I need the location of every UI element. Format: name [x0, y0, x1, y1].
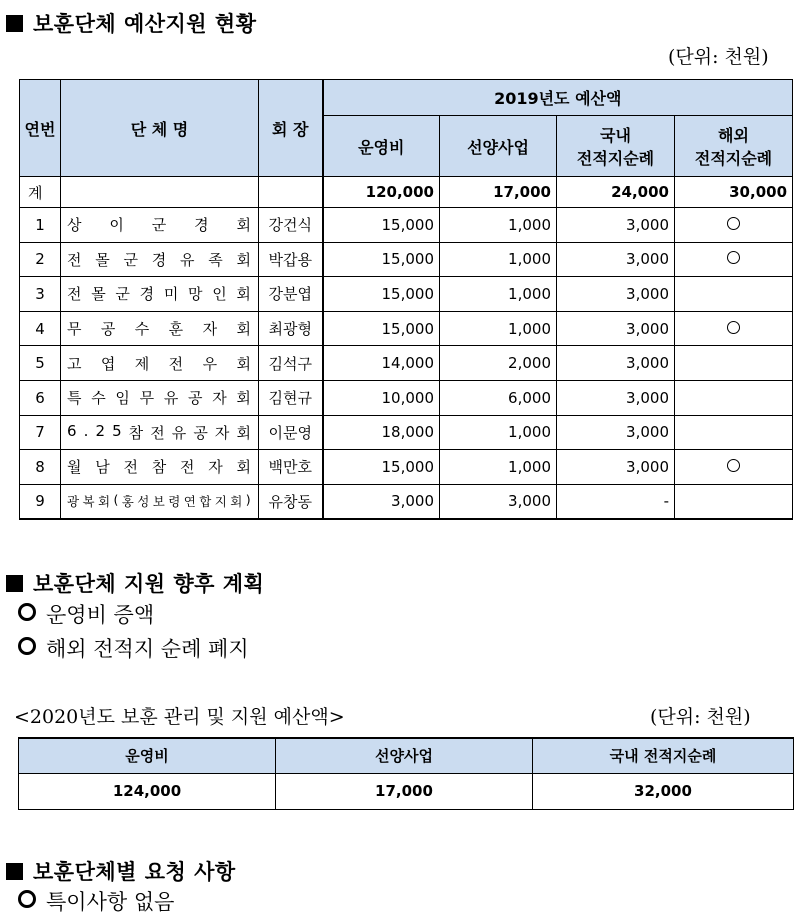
org-name-text: 특 수 임 무 유 공 자 회 [67, 389, 251, 408]
row-overseas [675, 346, 793, 381]
row-no: 4 [20, 311, 61, 346]
row-ops: 3,000 [323, 484, 440, 519]
section-title: 보훈단체 예산지원 현황 [33, 12, 257, 36]
section-budget-status-heading [6, 8, 256, 38]
org-name-text: 6 . 2 5 참 전 유 공 자 회 [67, 421, 251, 442]
overseas-mark-icon [727, 459, 740, 472]
row-no: 8 [20, 450, 61, 485]
table-row [20, 277, 793, 312]
row-promo: 3,000 [440, 484, 557, 519]
row-org-name [61, 450, 259, 485]
header-domestic-line1: 국내 [600, 126, 631, 145]
table-row [20, 415, 793, 450]
unit-label: (단위: 천원) [668, 46, 769, 68]
row-promo: 1,000 [440, 450, 557, 485]
row-promo: 1,000 [440, 242, 557, 277]
org-name-text: 광 복 회 ( 홍 성 보 령 연 합 지 회 ) [67, 492, 251, 510]
budget-2020-caption: <2020년도 보훈 관리 및 지원 예산액> [14, 706, 345, 728]
row-no: 5 [20, 346, 61, 381]
row-no: 1 [20, 208, 61, 243]
row-promo: 1,000 [440, 415, 557, 450]
bullet-text: 특이사항 없음 [46, 890, 175, 914]
row-ops: 15,000 [323, 277, 440, 312]
black-square-icon [6, 15, 23, 32]
row-domestic: 3,000 [557, 208, 675, 243]
row-ops: 15,000 [323, 450, 440, 485]
row-overseas [675, 311, 793, 346]
value-domestic-2020: 32,000 [533, 773, 794, 809]
total-overseas: 30,000 [675, 177, 793, 208]
org-name-text: 전 몰 군 경 미 망 인 회 [67, 285, 251, 304]
total-label: 계 [20, 177, 61, 208]
circle-bullet-icon [18, 603, 36, 621]
row-promo: 6,000 [440, 380, 557, 415]
row-domestic: 3,000 [557, 380, 675, 415]
org-name-text: 무 공 수 훈 자 회 [67, 320, 251, 339]
row-overseas [675, 450, 793, 485]
row-chair: 강건식 [259, 208, 323, 243]
row-overseas [675, 380, 793, 415]
header-ops: 운영비 [323, 116, 440, 177]
circle-bullet-icon [18, 637, 36, 655]
row-promo: 1,000 [440, 311, 557, 346]
circle-bullet-icon [18, 890, 36, 908]
org-name-text: 상 이 군 경 회 [67, 216, 251, 235]
table-row [20, 242, 793, 277]
row-overseas [675, 415, 793, 450]
table-row [20, 380, 793, 415]
row-chair: 강분엽 [259, 277, 323, 312]
total-ops: 120,000 [323, 177, 440, 208]
row-ops: 15,000 [323, 208, 440, 243]
org-name-text: 월 남 전 참 전 자 회 [67, 458, 251, 477]
row-org-name [61, 380, 259, 415]
row-chair: 백만호 [259, 450, 323, 485]
header-promo: 선양사업 [440, 116, 557, 177]
total-domestic: 24,000 [557, 177, 675, 208]
section-title: 보훈단체 지원 향후 계획 [33, 572, 265, 596]
header-overseas-line1: 해외 [718, 126, 749, 145]
unit-label-2020: (단위: 천원) [650, 706, 751, 728]
row-domestic: 3,000 [557, 311, 675, 346]
row-chair: 최광형 [259, 311, 323, 346]
row-domestic: - [557, 484, 675, 519]
section-requests-heading [6, 856, 236, 886]
row-domestic: 3,000 [557, 346, 675, 381]
table-row [20, 346, 793, 381]
empty-cell [259, 177, 323, 208]
row-chair: 김현규 [259, 380, 323, 415]
overseas-mark-icon [727, 217, 740, 230]
header-no: 연번 [20, 80, 61, 177]
row-overseas [675, 484, 793, 519]
plan-bullet-1 [18, 599, 154, 629]
header-budget-2019: 2019년도 예산액 [323, 80, 793, 116]
row-chair: 유창동 [259, 484, 323, 519]
total-promo: 17,000 [440, 177, 557, 208]
bullet-text: 해외 전적지 순례 폐지 [46, 637, 249, 661]
row-promo: 1,000 [440, 208, 557, 243]
row-no: 2 [20, 242, 61, 277]
org-name-text: 고 엽 제 전 우 회 [67, 354, 251, 373]
row-overseas [675, 277, 793, 312]
row-overseas [675, 242, 793, 277]
header-domestic-line2: 전적지순례 [576, 149, 655, 168]
row-domestic: 3,000 [557, 450, 675, 485]
header-overseas [675, 116, 793, 177]
request-bullet-1 [18, 886, 174, 916]
budget-2020-table [18, 737, 794, 810]
section-title: 보훈단체별 요청 사항 [33, 860, 236, 884]
row-no: 7 [20, 415, 61, 450]
value-promo-2020: 17,000 [276, 773, 533, 809]
header-domestic [557, 116, 675, 177]
row-org-name [61, 277, 259, 312]
header-domestic-2020: 국내 전적지순례 [533, 738, 794, 773]
black-square-icon [6, 575, 23, 592]
bullet-text: 운영비 증액 [46, 603, 155, 627]
row-domestic: 3,000 [557, 277, 675, 312]
row-promo: 2,000 [440, 346, 557, 381]
row-ops: 10,000 [323, 380, 440, 415]
row-ops: 14,000 [323, 346, 440, 381]
row-ops: 15,000 [323, 311, 440, 346]
section-future-plan-heading [6, 568, 264, 598]
header-overseas-line2: 전적지순례 [694, 149, 773, 168]
total-row [20, 177, 793, 208]
row-chair: 박갑용 [259, 242, 323, 277]
row-promo: 1,000 [440, 277, 557, 312]
table-row [20, 311, 793, 346]
row-no: 9 [20, 484, 61, 519]
table-row [20, 484, 793, 519]
table-row [20, 450, 793, 485]
header-promo-2020: 선양사업 [276, 738, 533, 773]
row-org-name [61, 242, 259, 277]
overseas-mark-icon [727, 251, 740, 264]
header-ops-2020: 운영비 [19, 738, 276, 773]
header-org-name: 단 체 명 [61, 80, 259, 177]
header-chair: 회 장 [259, 80, 323, 177]
row-org-name [61, 415, 259, 450]
value-ops-2020: 124,000 [19, 773, 276, 809]
row-domestic: 3,000 [557, 415, 675, 450]
plan-bullet-2 [18, 633, 249, 663]
empty-cell [61, 177, 259, 208]
black-square-icon [6, 863, 23, 880]
row-chair: 김석구 [259, 346, 323, 381]
budget-2019-table [19, 79, 793, 520]
org-name-text: 전 몰 군 경 유 족 회 [67, 250, 251, 269]
row-org-name [61, 208, 259, 243]
table-row [20, 208, 793, 243]
row-domestic: 3,000 [557, 242, 675, 277]
row-org-name [61, 346, 259, 381]
row-no: 3 [20, 277, 61, 312]
row-ops: 15,000 [323, 242, 440, 277]
row-overseas [675, 208, 793, 243]
row-ops: 18,000 [323, 415, 440, 450]
row-chair: 이문영 [259, 415, 323, 450]
row-org-name [61, 484, 259, 519]
row-no: 6 [20, 380, 61, 415]
row-org-name [61, 311, 259, 346]
overseas-mark-icon [727, 321, 740, 334]
